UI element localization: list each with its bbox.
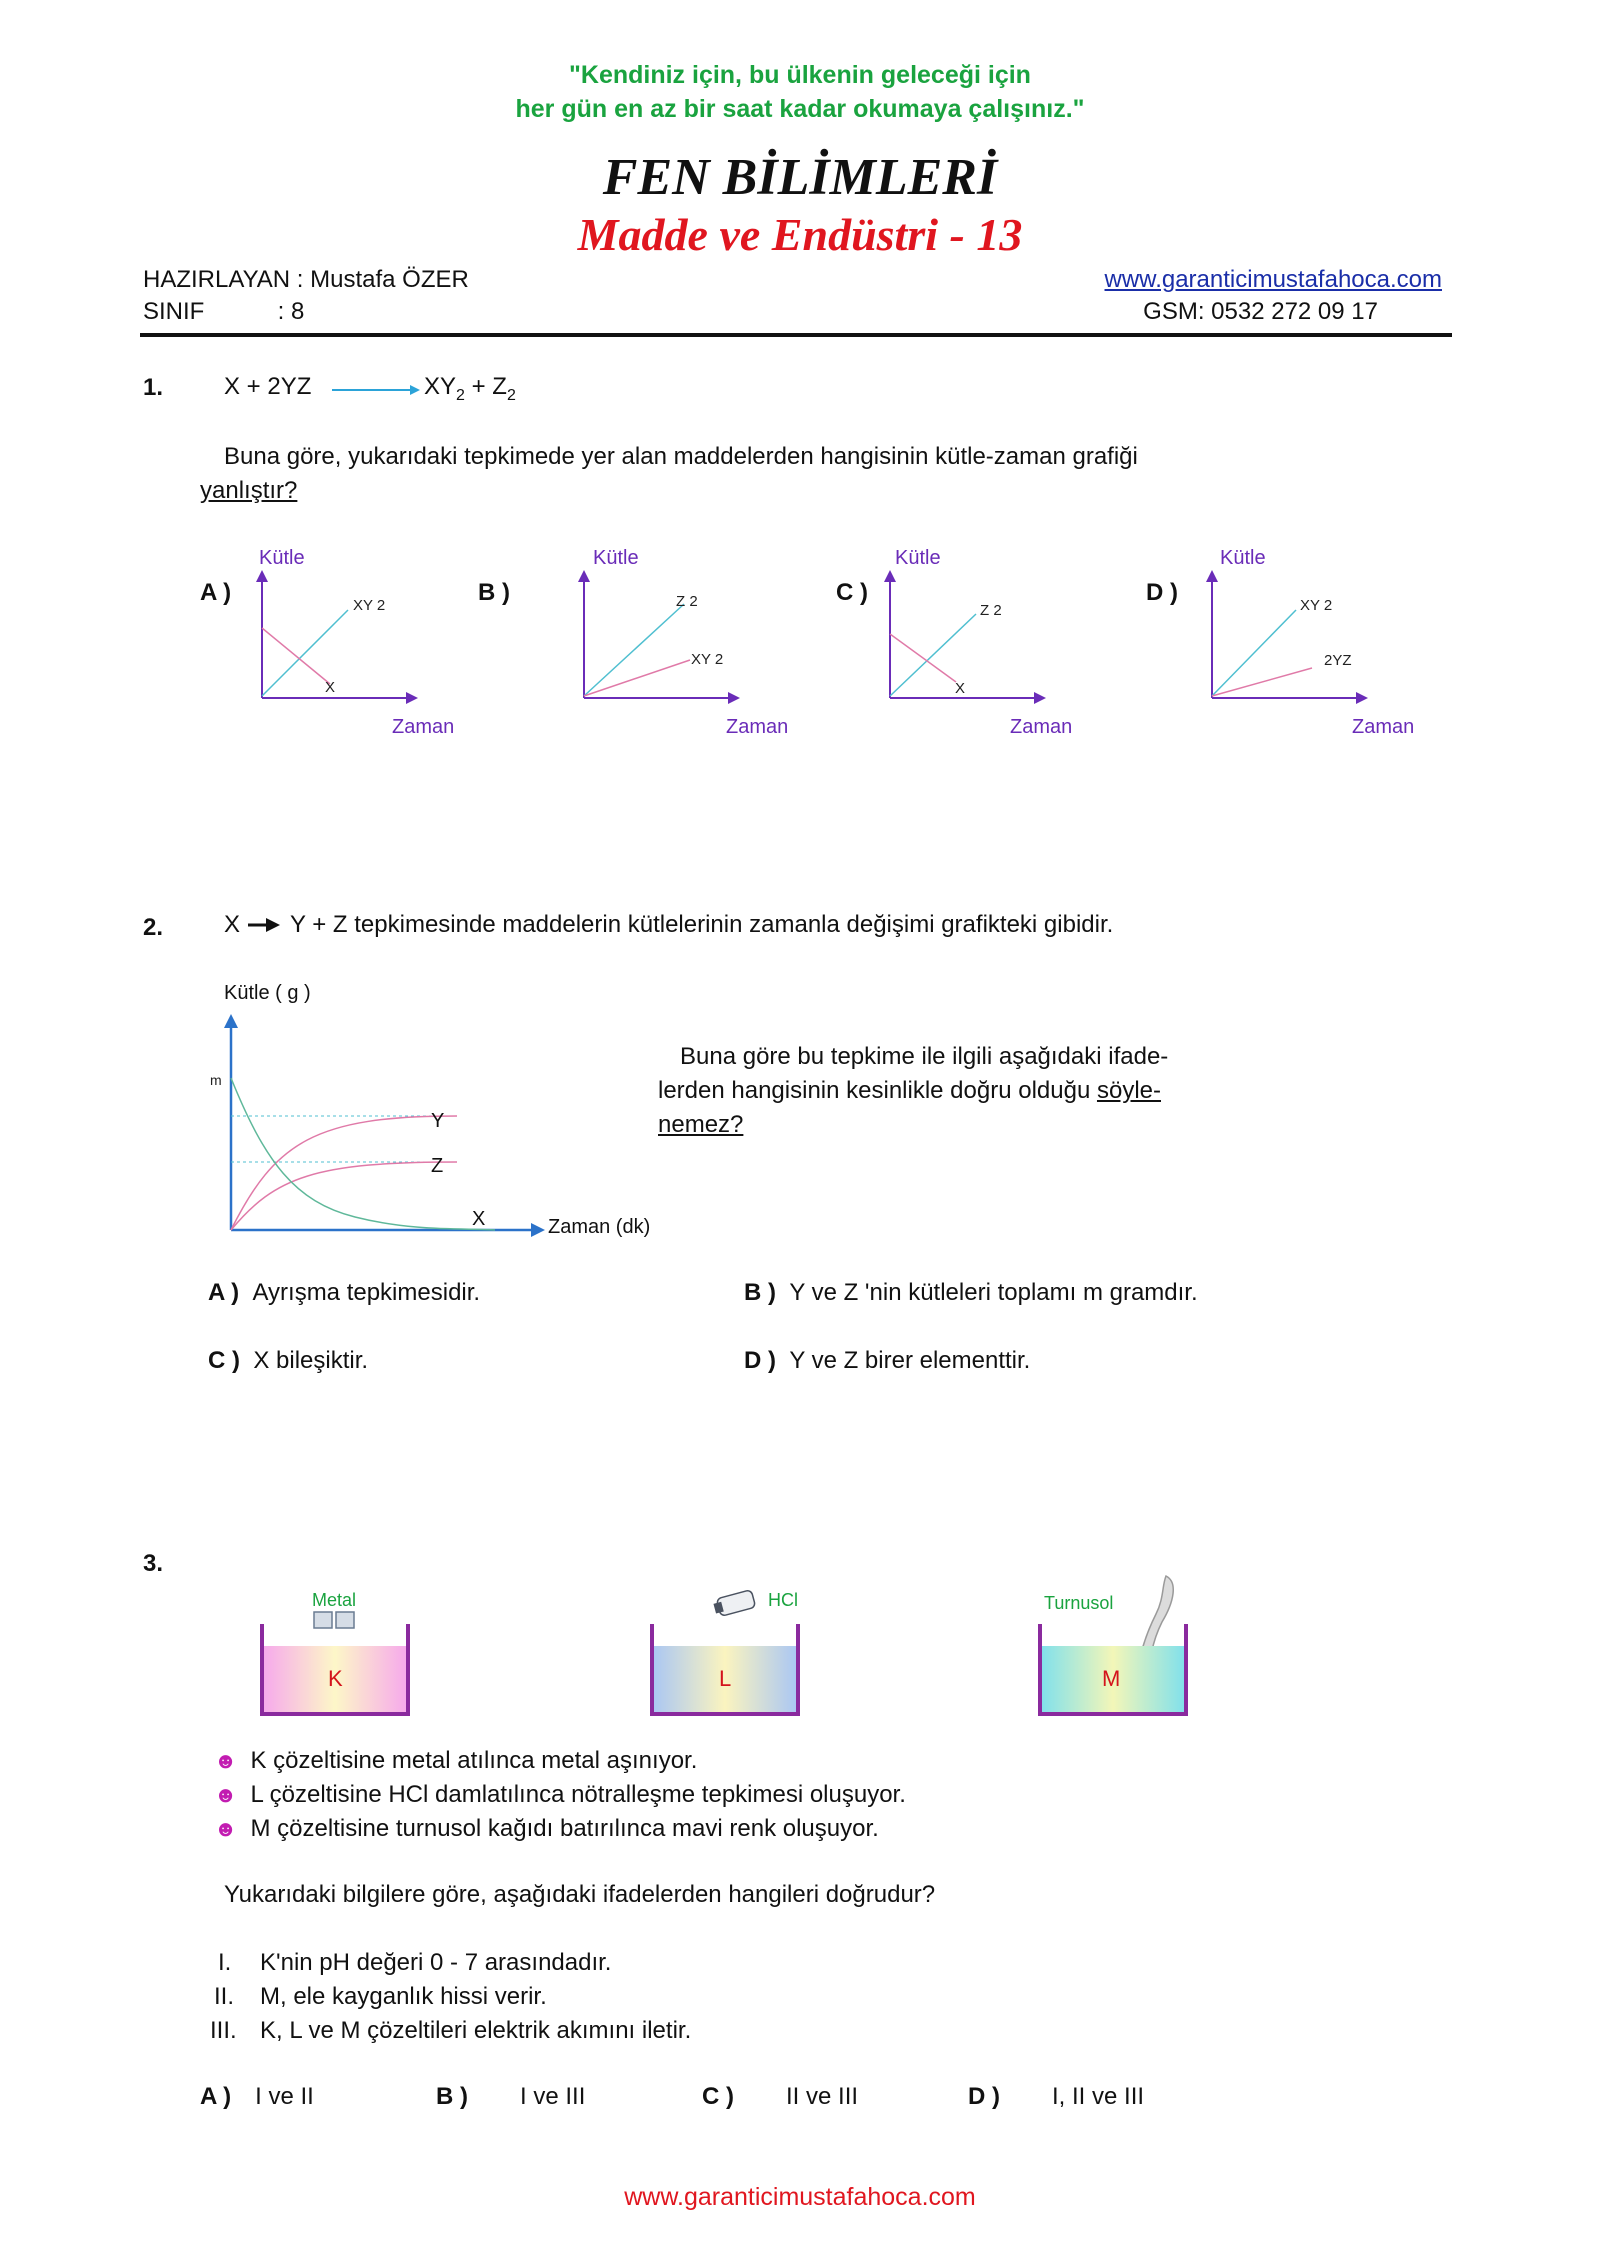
graph-b-ylabel: Kütle [593, 547, 639, 569]
question-number: 3. [143, 1550, 164, 1577]
graph-c-label-2: X [955, 680, 966, 697]
quote-line-1: "Kendiniz için, bu ülkenin geleceği için [569, 61, 1031, 89]
mass-graph-ylabel: Kütle ( g ) [224, 982, 311, 1004]
smiley-bullet-icon: ☻ [214, 1782, 238, 1807]
hcl-dropper-icon [712, 1588, 764, 1618]
graph-d-line-shallow [1212, 668, 1312, 696]
option-a-letter[interactable]: A ) [200, 579, 232, 606]
mass-time-graph [205, 1012, 565, 1238]
footer-website[interactable]: www.garanticimustafahoca.com [624, 2183, 976, 2211]
header-divider [140, 333, 1452, 337]
question-text: Yukarıdaki bilgilere göre, aşağıdaki ifadelerden hangileri doğrudur? [224, 1881, 936, 1908]
graph-c-line-decreasing [890, 634, 956, 682]
graph-m-label: m [210, 1072, 222, 1088]
reaction-arrow-icon [246, 914, 286, 936]
graph-b-line-shallow [584, 660, 690, 696]
beaker-l-label: HCl [768, 1590, 798, 1610]
graph-a-xlabel: Zaman [392, 716, 455, 738]
graph-b-xlabel: Zaman [726, 716, 789, 738]
phone: GSM: 0532 272 09 17 [1143, 298, 1378, 325]
graph-b-label-1: Z 2 [676, 593, 698, 610]
quote-line-2: her gün en az bir saat kadar okumaya çalışınız." [515, 95, 1085, 123]
statement-1: K'nin pH değeri 0 - 7 arasındadır. [260, 1949, 612, 1976]
option-a[interactable]: A ) Ayrışma tepkimesidir. [208, 1279, 481, 1306]
graph-a-line-decreasing [262, 628, 330, 684]
option-c[interactable]: C ) II ve III [702, 2083, 859, 2110]
grade: SINIF : 8 [143, 298, 305, 325]
option-a[interactable]: A ) I ve II [200, 2083, 314, 2110]
curve-X [231, 1078, 495, 1230]
graph-c [878, 568, 1058, 708]
statement-1-num: I. [218, 1949, 232, 1976]
graph-d-label-1: XY 2 [1300, 597, 1333, 614]
prepared-by: HAZIRLAYAN : Mustafa ÖZER [143, 266, 469, 293]
option-b[interactable]: B ) I ve III [436, 2083, 586, 2110]
question-line-3: nemez? [658, 1111, 744, 1138]
graph-b-line-steep [584, 604, 684, 696]
beaker-k-label: Metal [312, 1590, 357, 1610]
reaction-left: X + 2YZ [224, 373, 312, 400]
curve-Y [231, 1116, 457, 1230]
fact-1: ☻ K çözeltisine metal atılınca metal aşınıyor. [214, 1747, 698, 1774]
reaction-text: Y + Z tepkimesinde maddelerin kütlelerinin zamanla değişimi grafikteki gibidir. [290, 911, 1114, 938]
statement-3-num: III. [210, 2017, 237, 2044]
reaction-arrow-icon [330, 380, 416, 400]
statement-2-num: II. [214, 1983, 235, 2010]
question-line-2: lerden hangisinin kesinlikle doğru olduğu söyle- [658, 1077, 1161, 1104]
curve-Z [231, 1162, 457, 1230]
page-subtitle: Madde ve Endüstri - 13 [577, 209, 1023, 260]
option-c-letter[interactable]: C ) [836, 579, 868, 606]
graph-d-ylabel: Kütle [1220, 547, 1266, 569]
question-text: Buna göre, yukarıdaki tepkimede yer alan maddelerden hangisinin kütle-zaman grafiği [224, 443, 1138, 470]
reaction-right: $XY_2 + Z_2$ [424, 373, 516, 404]
graph-a [250, 568, 430, 708]
option-c[interactable]: C ) X bileşiktir. [208, 1347, 369, 1374]
question-number: 2. [143, 914, 164, 941]
graph-c-label-1: Z 2 [980, 602, 1002, 619]
graph-c-ylabel: Kütle [895, 547, 941, 569]
solution-k: K [328, 1666, 343, 1691]
graph-a-line-increasing [262, 610, 348, 696]
option-b-letter[interactable]: B ) [478, 579, 510, 606]
smiley-bullet-icon: ☻ [214, 1748, 238, 1773]
graph-X-label: X [472, 1208, 486, 1230]
question-emphasis: yanlıştır? [200, 477, 298, 504]
mass-graph-xlabel: Zaman (dk) [548, 1216, 651, 1238]
question-line-1: Buna göre bu tepkime ile ilgili aşağıdaki ifade- [680, 1043, 1169, 1070]
graph-b-label-2: XY 2 [691, 651, 724, 668]
graph-d-xlabel: Zaman [1352, 716, 1415, 738]
website-link[interactable]: www.garanticimustafahoca.com [1104, 266, 1442, 293]
smiley-bullet-icon: ☻ [214, 1816, 238, 1841]
option-d-letter[interactable]: D ) [1146, 579, 1178, 606]
graph-a-ylabel: Kütle [259, 547, 305, 569]
statement-2: M, ele kayganlık hissi verir. [260, 1983, 547, 2010]
option-d[interactable]: D ) I, II ve III [968, 2083, 1145, 2110]
graph-Y-label: Y [431, 1110, 445, 1132]
graph-b [572, 568, 752, 708]
reaction-reactant: X [224, 911, 241, 938]
graph-d-line-steep [1212, 610, 1296, 696]
option-b[interactable]: B ) Y ve Z 'nin kütleleri toplamı m gramdır. [744, 1279, 1198, 1306]
solution-l: L [719, 1666, 732, 1691]
graph-a-label-2: X [325, 679, 336, 696]
graph-d-label-2: 2YZ [1324, 652, 1352, 669]
solution-m: M [1102, 1666, 1121, 1691]
fact-2: ☻ L çözeltisine HCl damlatılınca nötralleşme tepkimesi oluşuyor. [214, 1781, 906, 1808]
graph-Z-label: Z [431, 1155, 444, 1177]
beaker-m-label: Turnusol [1044, 1593, 1114, 1613]
page-title: FEN BİLİMLERİ [602, 149, 998, 206]
statement-3: K, L ve M çözeltileri elektrik akımını iletir. [260, 2017, 692, 2044]
fact-3: ☻ M çözeltisine turnusol kağıdı batırılınca mavi renk oluşuyor. [214, 1815, 879, 1842]
question-number: 1. [143, 374, 164, 401]
option-d[interactable]: D ) Y ve Z birer elementtir. [744, 1347, 1031, 1374]
graph-a-label-1: XY 2 [353, 597, 386, 614]
graph-c-xlabel: Zaman [1010, 716, 1073, 738]
graph-d [1200, 568, 1380, 708]
